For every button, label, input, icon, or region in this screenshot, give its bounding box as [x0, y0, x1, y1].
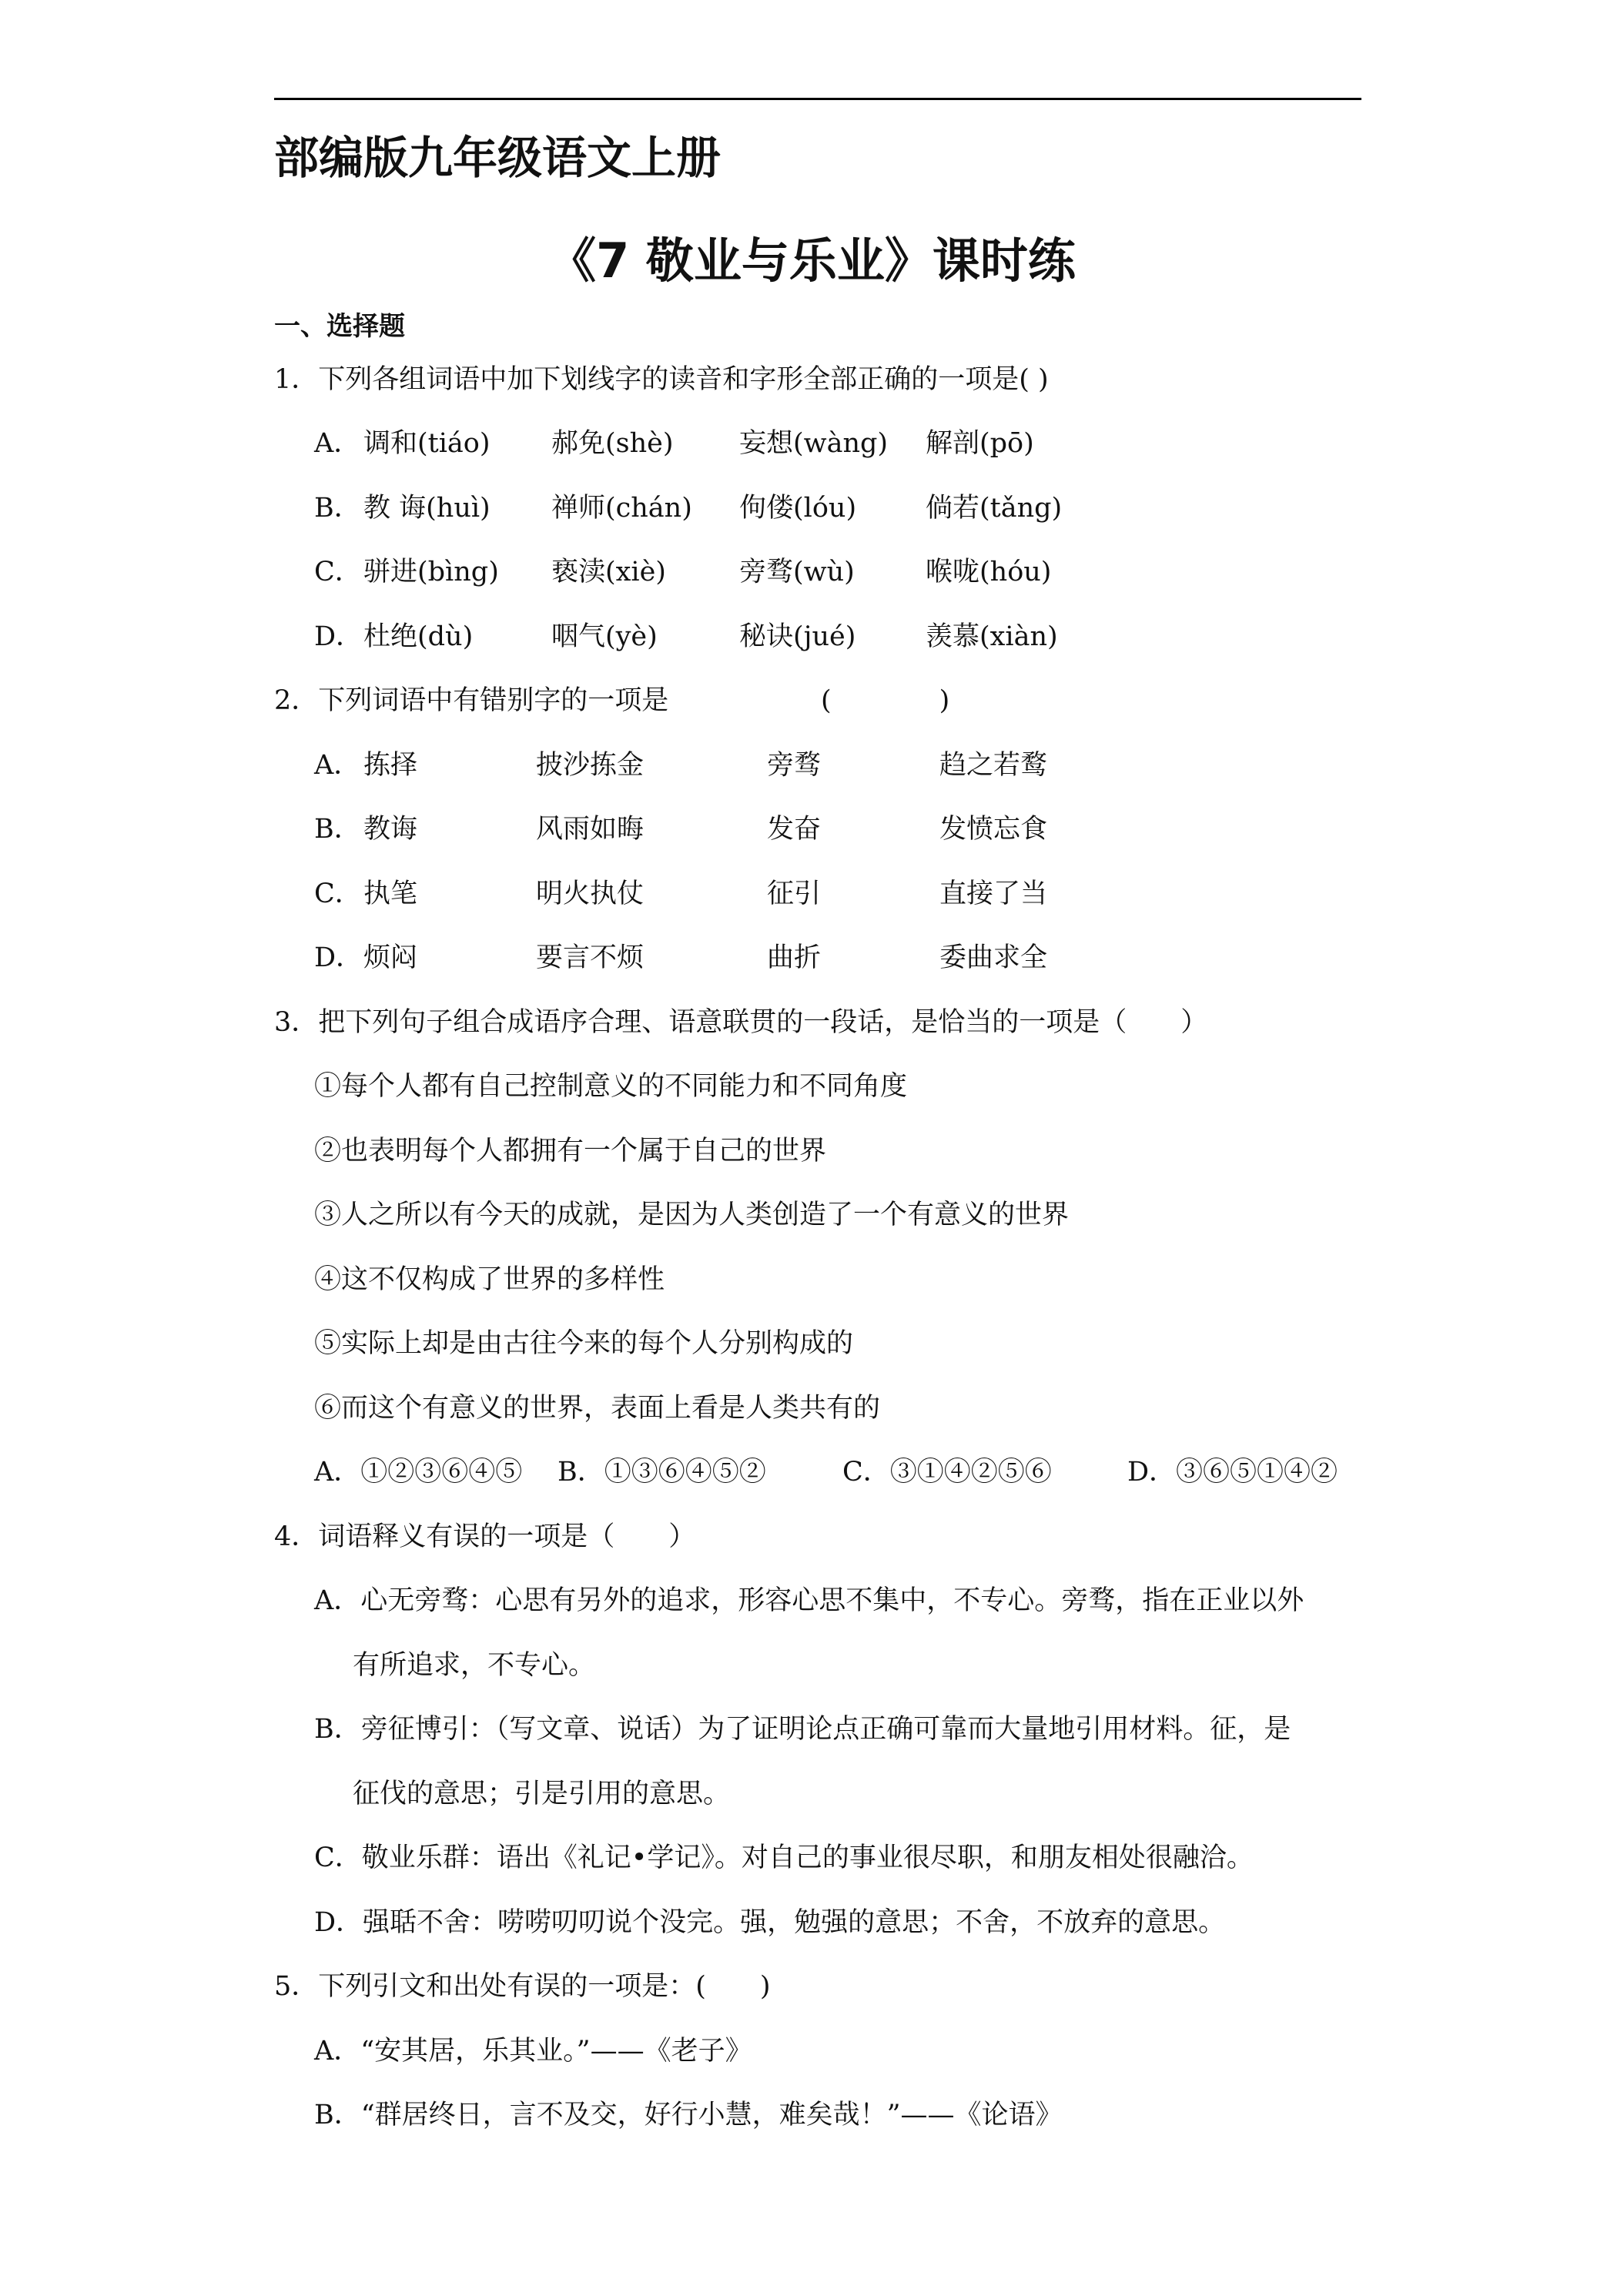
q1-c-word-2: 亵渎(xiè): [551, 557, 666, 587]
q5-option-a: A．“安其居，乐其业。”——《老子》: [314, 2036, 752, 2067]
q2-stem: 2．下列词语中有错别字的一项是: [274, 685, 669, 716]
q1-c-word-1: 骈进(bìng): [363, 557, 499, 587]
q1-a-word-2: 郝免(shè): [551, 428, 674, 459]
q1-d-word-2: 咽气(yè): [551, 621, 658, 652]
option-label: D．: [314, 621, 363, 652]
q1-d-word-1: 杜绝(dù): [363, 621, 474, 652]
q2-d-term-4: 委曲求全: [939, 942, 1048, 973]
q4-stem: 4．词语释义有误的一项是（ ）: [274, 1521, 696, 1552]
q1-stem: 1．下列各组词语中加下划线字的读音和字形全部正确的一项是( ): [274, 364, 1049, 395]
q4-option-b-line2: 征伐的意思；引是引用的意思。: [353, 1779, 731, 1809]
q2-c-term-1: 执笔: [363, 879, 418, 909]
q2-answer-paren: ( ): [821, 685, 950, 716]
q3-stem: 3．把下列句子组合成语序合理、语意联贯的一段话，是恰当的一项是（ ）: [274, 1007, 1208, 1038]
q2-b-term-3: 发奋: [767, 814, 822, 845]
q4-option-a-line2: 有所追求，不专心。: [353, 1650, 596, 1681]
q3-sentence-6: ⑥而这个有意义的世界，表面上看是人类共有的: [314, 1393, 881, 1424]
q2-c-term-2: 明火执仗: [536, 879, 645, 909]
q1-c-word-3: 旁骛(wù): [739, 557, 855, 587]
q2-a-term-1: 拣择: [363, 750, 418, 781]
option-label: A．: [314, 428, 361, 459]
q2-d-term-2: 要言不烦: [536, 942, 645, 973]
option-label: B．: [314, 493, 361, 524]
option-label: C．: [314, 557, 362, 587]
q1-c-word-4: 喉咙(hóu): [926, 557, 1052, 587]
q2-c-term-4: 直接了当: [939, 879, 1048, 909]
q3-sentence-1: ①每个人都有自己控制意义的不同能力和不同角度: [314, 1071, 908, 1102]
option-label: D．: [314, 942, 363, 973]
book-title: 部编版九年级语文上册: [274, 132, 722, 184]
q5-stem: 5．下列引文和出处有误的一项是：( ): [274, 1971, 771, 2002]
q4-option-d: D．强聒不舍：唠唠叨叨说个没完。强，勉强的意思；不舍，不放弃的意思。: [314, 1907, 1226, 1938]
q2-a-term-2: 披沙拣金: [536, 750, 645, 781]
q2-a-term-4: 趋之若鹜: [939, 750, 1048, 781]
q3-sentence-2: ②也表明每个人都拥有一个属于自己的世界: [314, 1136, 827, 1166]
q2-b-term-2: 风雨如晦: [536, 814, 645, 845]
q5-option-b: B．“群居终日，言不及交，好行小慧，难矣哉！”——《论语》: [314, 2100, 1063, 2130]
q1-a-word-3: 妄想(wàng): [739, 428, 889, 459]
header-rule: [274, 98, 1361, 100]
q2-b-term-1: 教诲: [363, 814, 418, 845]
q1-a-word-4: 解剖(pō): [926, 428, 1034, 459]
section-title: 一、选择题: [274, 311, 405, 342]
q1-b-word-4: 倘若(tǎng): [926, 493, 1063, 524]
q2-a-term-3: 旁骛: [767, 750, 822, 781]
option-label: C．: [314, 879, 362, 909]
q3-option-b: B．①③⑥④⑤②: [558, 1457, 766, 1488]
q3-option-a: A．①②③⑥④⑤: [314, 1457, 523, 1488]
q1-b-word-3: 佝偻(lóu): [739, 493, 857, 524]
lesson-title: 《7 敬业与乐业》课时练: [548, 233, 1076, 289]
q1-d-word-4: 羡慕(xiàn): [926, 621, 1058, 652]
q3-option-d: D．③⑥⑤①④②: [1127, 1457, 1338, 1488]
q2-d-term-1: 烦闷: [363, 942, 418, 973]
option-label: A．: [314, 750, 361, 781]
q1-b-word-1: 教 诲(huì): [363, 493, 491, 524]
q1-d-word-3: 秘诀(jué): [739, 621, 856, 652]
q4-option-a-line1: A．心无旁骛：心思有另外的追求，形容心思不集中，不专心。旁骛，指在正业以外: [314, 1585, 1304, 1616]
q3-sentence-4: ④这不仅构成了世界的多样性: [314, 1264, 665, 1295]
q1-a-word-1: 调和(tiáo): [363, 428, 491, 459]
q4-option-c: C．敬业乐群：语出《礼记•学记》。对自己的事业很尽职，和朋友相处很融洽。: [314, 1842, 1254, 1873]
option-label: B．: [314, 814, 361, 845]
q1-b-word-2: 禅师(chán): [551, 493, 692, 524]
q2-c-term-3: 征引: [767, 879, 822, 909]
q3-sentence-3: ③人之所以有今天的成就，是因为人类创造了一个有意义的世界: [314, 1200, 1070, 1230]
q4-option-b-line1: B．旁征博引：（写文章、说话）为了证明论点正确可靠而大量地引用材料。征，是: [314, 1714, 1291, 1745]
q3-option-c: C．③①④②⑤⑥: [842, 1457, 1052, 1488]
q2-b-term-4: 发愤忘食: [939, 814, 1048, 845]
q3-sentence-5: ⑤实际上却是由古往今来的每个人分别构成的: [314, 1328, 854, 1359]
q2-d-term-3: 曲折: [767, 942, 822, 973]
